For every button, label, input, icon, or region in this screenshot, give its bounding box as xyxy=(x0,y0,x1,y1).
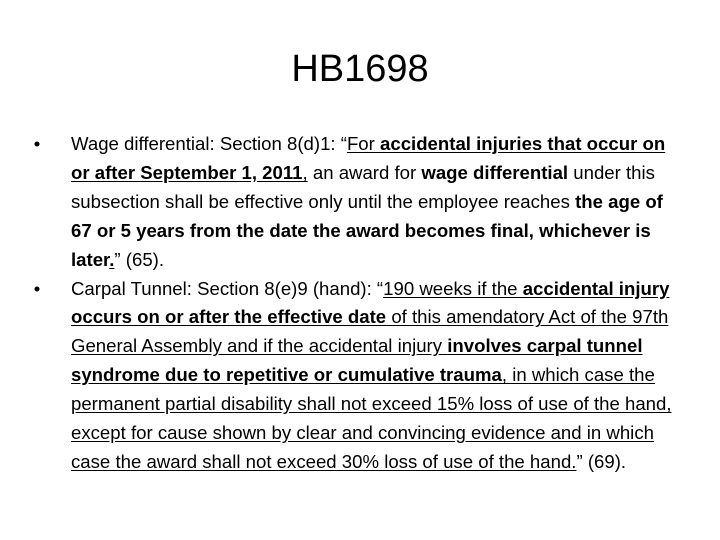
text-run-underlined: of this amendatory Act of the 97th General Assembly and if the accidental injury xyxy=(71,306,669,357)
text-run-bold-underlined: involves carpal tunnel syndrome due to repetitive or cumulative trauma xyxy=(71,335,643,386)
text-run-bold: wage differential xyxy=(421,161,569,183)
bullet-text xyxy=(71,133,665,270)
text-run: an award for xyxy=(307,161,422,183)
bullet-point-icon: • xyxy=(33,133,41,154)
slide-title: HB1698 xyxy=(291,48,429,90)
text-run: ” (69). xyxy=(576,450,627,472)
text-run-underlined: , xyxy=(302,161,308,183)
text-run-bold-underlined: . xyxy=(109,248,115,270)
bullet-carpal-tunnel xyxy=(30,275,680,477)
text-run: under this subsection shall be effective only until the employee reaches xyxy=(71,161,655,212)
text-run-underlined: , in which case the permanent partial disability shall not exceed 15% loss of use of the hand, except for cause shown by clear and convincing evidence and in which case the award shall not exceed 30% loss of use of the hand. xyxy=(71,364,672,472)
text-run-bold: the age of 67 or 5 years from the date the award becomes final, whichever is later xyxy=(71,190,663,270)
text-run: Wage differential: Section 8(d)1: “ xyxy=(71,133,347,154)
text-run-underlined: 190 weeks if the xyxy=(383,277,523,299)
text-run-underlined: For xyxy=(346,133,381,154)
bullet-wage-differential xyxy=(30,130,680,275)
text-run: ” (65). xyxy=(114,248,165,270)
bullet-text xyxy=(71,278,672,472)
text-run: Carpal Tunnel: Section 8(e)9 (hand): “ xyxy=(71,277,384,299)
text-run-bold-underlined: accidental injuries that occur on or after September 1, 2011 xyxy=(71,133,666,183)
text-run-bold-underlined: accidental injury occurs on or after the effective date xyxy=(71,277,670,328)
bullet-point-icon: • xyxy=(33,277,41,299)
bullet-list xyxy=(30,130,680,477)
